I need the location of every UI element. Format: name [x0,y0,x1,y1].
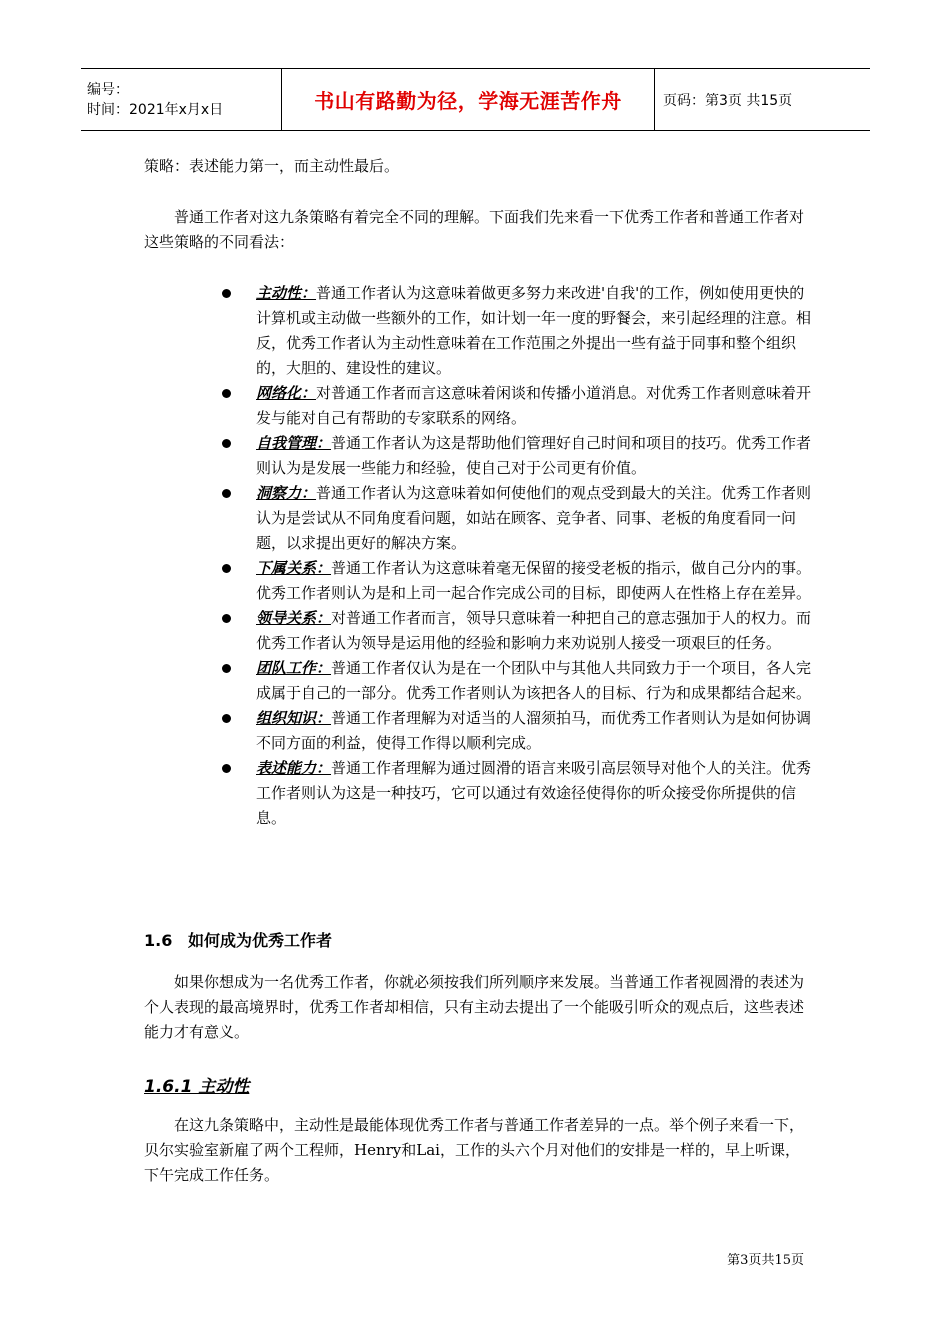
bullet-text: 对普通工作者而言这意味着闲谈和传播小道消息。对优秀工作者则意味着开发与能对自己有帮助的专家联系的网络。 [256,384,812,427]
bullet-icon [222,564,231,573]
bullet-item [222,556,814,606]
bullet-text: 普通工作者认为这意味着毫无保留的接受老板的指示，做自己分内的事。优秀工作者则认为是和上司一起合作完成公司的目标，即使两人在性格上存在差异。 [256,559,812,602]
section-title: 如何成为优秀工作者 [188,931,333,950]
header-date: 时间：2021年x月x日 [87,101,224,118]
bullet-item [222,606,814,656]
bullet-text: 普通工作者认为这是帮助他们管理好自己时间和项目的技巧。优秀工作者则认为是发展一些能力和经验，使自己对于公司更有价值。 [256,434,812,477]
bullet-item [222,381,814,431]
bullet-text: 普通工作者认为这意味着做更多努力来改进'自我'的工作，例如使用更快的计算机或主动做一些额外的工作，如计划一年一度的野餐会，来引起经理的注意。相反，优秀工作者认为主动性意味着在工作范围之外提出一些有益于同事和整个组织的，大胆的、建设性的建议。 [256,284,812,377]
page-footer: 第3页共15页 [727,1253,804,1268]
section-paragraph: 如果你想成为一名优秀工作者，你就必须按我们所列顺序来发展。当普通工作者视圆滑的表述为个人表现的最高境界时，优秀工作者却相信，只有主动去提出了一个能吸引听众的观点后，这些表述能力才有意义。 [144,973,805,1041]
bullet-item [222,656,814,706]
bullet-term: 领导关系： [256,609,332,627]
bullet-text: 普通工作者理解为对适当的人溜须拍马，而优秀工作者则认为是如何协调不同方面的利益，使得工作得以顺利完成。 [256,709,812,752]
strategy-bullet-list [222,281,814,831]
bullet-icon [222,664,231,673]
strategy-paragraph: 策略：表述能力第一，而主动性最后。 [144,157,400,175]
header-number-label: 编号： [87,81,129,98]
intro-paragraph: 普通工作者对这九条策略有着完全不同的理解。下面我们先来看一下优秀工作者和普通工作者对这些策略的不同看法： [144,208,805,251]
subsection-heading: 1.6.1 主动性 [144,1077,250,1097]
bullet-item [222,431,814,481]
bullet-icon [222,714,231,723]
bullet-text: 普通工作者认为这意味着如何使他们的观点受到最大的关注。优秀工作者则认为是尝试从不同角度看问题，如站在顾客、竞争者、同事、老板的角度看同一问题，以求提出更好的解决方案。 [256,484,812,552]
bullet-icon [222,489,231,498]
bullet-item [222,756,814,831]
header-info [81,69,281,130]
header-motto: 书山有路勤为径，学海无涯苦作舟 [314,89,622,113]
bullet-text: 对普通工作者而言，领导只意味着一种把自己的意志强加于人的权力。而优秀工作者认为领导是运用他的经验和影响力来劝说别人接受一项艰巨的任务。 [256,609,812,652]
bullet-icon [222,389,231,398]
subsection-paragraph: 在这九条策略中，主动性是最能体现优秀工作者与普通工作者差异的一点。举个例子来看一下，贝尔实验室新雇了两个工程师，Henry和Lai，工作的头六个月对他们的安排是一样的，早上听课，下午完成工作任务。 [144,1116,805,1184]
bullet-term: 组织知识： [256,709,332,727]
bullet-item [222,281,814,381]
bullet-text: 普通工作者理解为通过圆滑的语言来吸引高层领导对他个人的关注。优秀工作者则认为这是一种技巧，它可以通过有效途径使得你的听众接受你所提供的信息。 [256,759,812,827]
bullet-term: 自我管理： [256,434,332,452]
bullet-term: 下属关系： [256,559,332,577]
bullet-text: 普通工作者仅认为是在一个团队中与其他人共同致力于一个项目，各人完成属于自己的一部分。优秀工作者则认为该把各人的目标、行为和成果都结合起来。 [256,659,812,702]
bullet-term: 团队工作： [256,659,332,677]
header-page-code: 页码：第3页 共15页 [663,92,793,109]
bullet-item [222,706,814,756]
bullet-icon [222,764,231,773]
bullet-term: 网络化： [256,384,317,402]
section-heading [144,928,332,951]
bullet-term: 表述能力： [256,759,332,777]
bullet-term: 主动性： [256,284,317,302]
bullet-item [222,481,814,556]
bullet-term: 洞察力： [256,484,317,502]
section-number: 1.6 [144,931,173,950]
bullet-icon [222,289,231,298]
page-header [81,68,870,131]
bullet-icon [222,614,231,623]
header-motto-cell [281,69,655,130]
bullet-icon [222,439,231,448]
